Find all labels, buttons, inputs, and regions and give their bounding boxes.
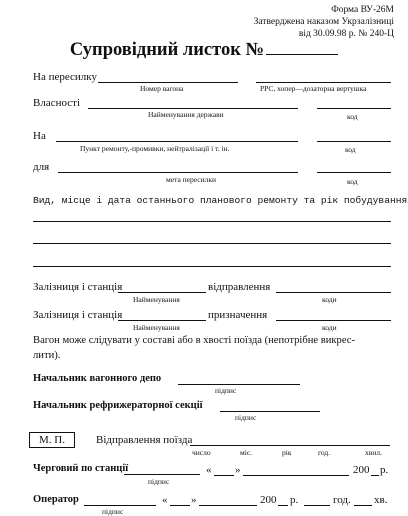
duty-day-field[interactable] <box>214 475 234 476</box>
arrival-railway-label: Залізниця і станція <box>33 309 123 321</box>
depot-chief-label: Начальник вагонного депо <box>33 373 162 384</box>
repair-point-field[interactable] <box>56 141 298 142</box>
approval-date: від 30.09.98 р. № 240-Ц <box>298 29 394 39</box>
operator-quote-open: « <box>162 494 168 506</box>
state-name-caption: Найменування держави <box>148 110 224 119</box>
purpose-field[interactable] <box>58 172 298 173</box>
refrigeration-signature-caption: підпис <box>235 413 257 422</box>
departure-railway-label: Залізниця і станція <box>33 281 123 293</box>
departure-word: відправлення <box>208 281 271 293</box>
departure-station-field[interactable] <box>118 292 206 293</box>
purpose-caption: мета пересилки <box>166 175 216 184</box>
operator-label: Оператор <box>33 494 79 505</box>
wagon-number-field[interactable] <box>98 82 238 83</box>
document-title <box>0 40 408 61</box>
operator-year-suffix: р. <box>290 494 299 506</box>
train-position-note-cont: лити). <box>33 350 61 361</box>
operator-month-field[interactable] <box>199 505 257 506</box>
duty-signature-field[interactable] <box>124 474 200 475</box>
shipment-label: На пересилку <box>33 71 97 83</box>
repair-line-3[interactable] <box>33 266 391 267</box>
destination-point-label: На <box>33 130 46 142</box>
duty-signature-caption: підпис <box>148 477 170 486</box>
state-name-field[interactable] <box>88 108 298 109</box>
operator-hour-suffix: год. <box>333 494 351 506</box>
train-position-note: Вагон може слідувати у составі або в хвості поїзда (непотрібне викрес- <box>33 335 356 346</box>
form-number: Форма ВУ-26М <box>331 5 394 15</box>
refrigeration-chief-label: Начальник рефрижераторної секції <box>33 400 203 411</box>
wagon-type-field[interactable] <box>256 82 391 83</box>
ownership-label: Власності <box>33 97 80 109</box>
duty-quote-open: « <box>206 464 212 476</box>
seal-place: М. П. <box>29 432 75 448</box>
arrival-codes-caption: коди <box>322 323 337 332</box>
state-code-field[interactable] <box>317 108 391 109</box>
train-dispatch-label: Відправлення поїзда <box>96 434 193 446</box>
departure-codes-field[interactable] <box>276 292 391 293</box>
operator-signature-caption: підпис <box>102 507 124 516</box>
dispatch-minute-caption: хвил. <box>365 448 382 457</box>
duty-quote-close: » <box>235 464 241 476</box>
repair-point-caption: Пункт ремонту,-промивки, нейтралізації і т. ін. <box>80 144 230 153</box>
operator-signature-field[interactable] <box>84 505 156 506</box>
departure-name-caption: Найменування <box>133 295 180 304</box>
operator-year-field[interactable] <box>278 505 288 506</box>
arrival-station-field[interactable] <box>118 320 206 321</box>
purpose-label: для <box>33 161 50 173</box>
repair-point-code-caption: код <box>345 145 356 154</box>
title-text: Супровідний листок № <box>69 40 265 60</box>
wagon-type-caption: PPC, хопер—дозаторна вертушка <box>260 84 367 93</box>
depot-signature-caption: підпис <box>215 386 237 395</box>
refrigeration-signature-field[interactable] <box>220 411 320 412</box>
dispatch-year-caption: рік <box>282 448 292 457</box>
operator-quote-close: » <box>191 494 197 506</box>
wagon-number-caption: Номер вагона <box>140 84 184 93</box>
dispatch-month-caption: міс. <box>240 448 253 457</box>
operator-year-prefix: 200 <box>260 494 277 506</box>
dispatch-hour-caption: год. <box>318 448 331 457</box>
repair-point-code-field[interactable] <box>317 141 391 142</box>
duty-month-field[interactable] <box>243 475 349 476</box>
station-duty-label: Черговий по станції <box>33 463 129 474</box>
number-field[interactable] <box>266 54 338 55</box>
operator-minute-field[interactable] <box>354 505 372 506</box>
arrival-word: призначення <box>208 309 268 321</box>
purpose-code-caption: код <box>347 177 358 186</box>
approved-by: Затверджена наказом Укрзалізниці <box>253 17 394 27</box>
depot-signature-field[interactable] <box>178 384 300 385</box>
state-code-caption: код <box>347 112 358 121</box>
repair-line-2[interactable] <box>33 243 391 244</box>
dispatch-day-caption: число <box>192 448 211 457</box>
purpose-code-field[interactable] <box>317 172 391 173</box>
operator-day-field[interactable] <box>170 505 190 506</box>
arrival-name-caption: Найменування <box>133 323 180 332</box>
last-repair-label: Вид, місце і дата останнього планового ремонту та рік побудування <box>33 195 408 206</box>
repair-line-1[interactable] <box>33 221 391 222</box>
operator-hour-field[interactable] <box>304 505 330 506</box>
duty-year-prefix: 200 <box>353 464 370 476</box>
departure-codes-caption: коди <box>322 295 337 304</box>
arrival-codes-field[interactable] <box>276 320 391 321</box>
dispatch-time-field[interactable] <box>190 445 390 446</box>
duty-year-suffix: р. <box>380 464 389 476</box>
operator-minute-suffix: хв. <box>374 494 388 506</box>
duty-year-field[interactable] <box>371 475 379 476</box>
